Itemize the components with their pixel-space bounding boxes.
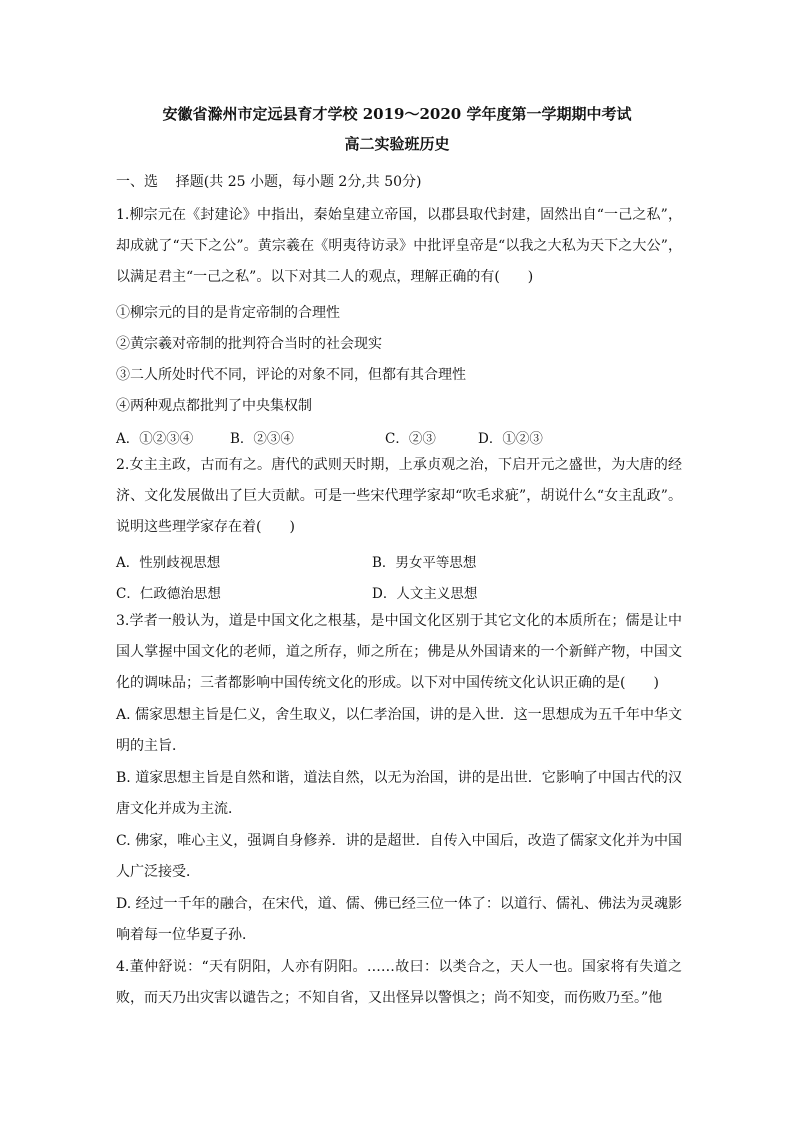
question-3-option-d: D. 经过一千年的融合，在宋代，道、儒、佛已经三位一体了：以道行、儒礼、佛法为灵魂影响着每一位华夏子孙． [116,896,682,943]
question-2-option-d: D．人文主义思想 [372,586,478,602]
question-4-stem: 4.董仲舒说：“天有阴阳，人亦有阴阳。……故曰：以类合之，天人一也。国家将有失道之败，而天乃出灾害以谴告之；不知自省，又出怪异以警惧之；尚不知变，而伤败乃至。”他 [116,959,682,1006]
section-heading: 一、选 择题(共 25 小题，每小题 2分,共 50分) [116,174,422,190]
question-2-option-b: B．男女平等思想 [372,555,477,571]
question-3-option-a: A. 儒家思想主旨是仁义，舍生取义，以仁孝治国，讲的是入世．这一思想成为五千年中华文明的主旨． [116,707,682,754]
question-1-item-1: ①柳宗元的目的是肯定帝制的合理性 [116,305,340,321]
question-1-option-b: B．②③④ [230,431,294,447]
question-3-option-b: B. 道家思想主旨是自然和谐，道法自然，以无为治国，讲的是出世．它影响了中国古代的汉唐文化并成为主流． [116,770,682,817]
question-2-option-c: C．仁政德治思想 [116,586,221,602]
exam-subtitle: 高二实验班历史 [344,135,450,153]
question-1-item-2: ②黄宗羲对帝制的批判符合当时的社会现实 [116,336,382,352]
exam-title: 安徽省滁州市定远县育才学校 2019～2020 学年度第一学期期中考试 [162,105,632,123]
question-1-item-3: ③二人所处时代不同，评论的对象不同，但都有其合理性 [116,367,466,383]
question-3-option-c: C. 佛家，唯心主义，强调自身修养．讲的是超世．自传入中国后，改造了儒家文化并为中国人广泛接受． [116,833,682,880]
question-1-option-a: A．①②③④ [116,431,194,447]
question-3-stem: 3.学者一般认为，道是中国文化之根基，是中国文化区别于其它文化的本质所在；儒是让中国人掌握中国文化的老师，道之所存，师之所在；佛是从外国请来的一个新鲜产物，中国文化的调味品；三者都影响中国传统文化的形成。以下对中国传统文化认识正确的是( ) [116,613,682,691]
question-2-option-a: A．性别歧视思想 [116,555,221,571]
question-1-item-4: ④两种观点都批判了中央集权制 [116,398,312,414]
question-2-stem: 2.女主主政，古而有之。唐代的武则天时期，上承贞观之治，下启开元之盛世，为大唐的经济、文化发展做出了巨大贡献。可是一些宋代理学家却“吹毛求疵”，胡说什么“女主乱政”。说明这些理学家存在着( ) [116,457,682,535]
question-1-stem: 1.柳宗元在《封建论》中指出，秦始皇建立帝国，以郡县取代封建，固然出自“一己之私”，却成就了“天下之公”。黄宗羲在《明夷待访录》中批评皇帝是“以我之大私为天下之大公”，以满足君主“一己之私”。以下对其二人的观点，理解正确的有( ) [116,207,682,285]
question-1-option-d: D．①②③ [478,431,543,447]
question-1-option-c: C．②③ [385,431,436,447]
